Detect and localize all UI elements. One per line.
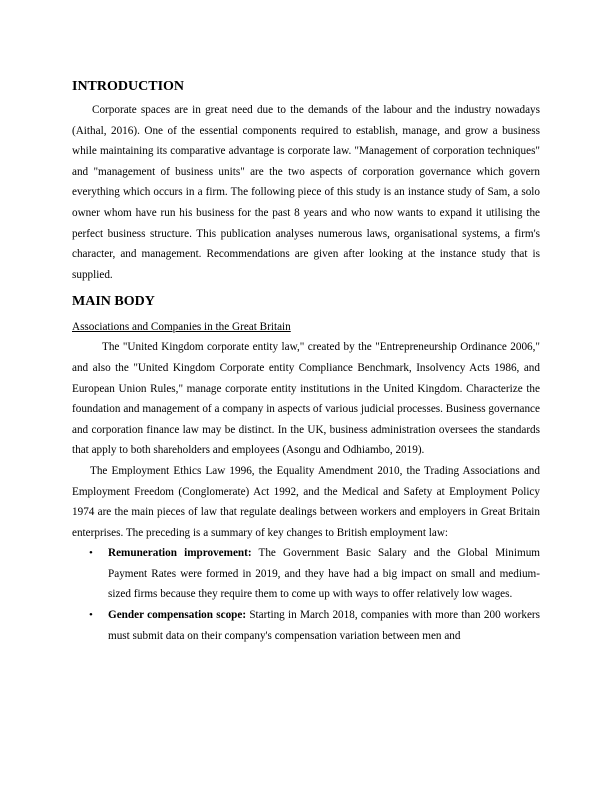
bullet-icon: • <box>89 547 93 560</box>
bullet-title: Remuneration improvement: <box>108 547 252 560</box>
introduction-heading: INTRODUCTION <box>72 79 185 94</box>
page-content <box>72 78 540 646</box>
main-body-paragraph-1: The "United Kingdom corporate entity law," created by the "Entrepreneurship Ordinance 2006," and also the "United Kingdom Corporate entity Compliance Benchmark, Insolvency Acts 1986, and European Union Rules," manage corporate entity institutions in the United Kingdom. Characterize the foundation and management of a company in aspects of various judicial processes. Business governance and corporation finance law may be distinct. In the UK, business administration oversees the standards that apply to both shareholders and employees (Asongu and Odhiambo, 2019). <box>72 341 540 457</box>
employment-law-bullet-list <box>72 543 540 646</box>
section-subheading: Associations and Companies in the Great Britain <box>72 321 291 334</box>
main-body-heading: MAIN BODY <box>72 294 155 310</box>
bullet-text: Starting in March 2018, companies with more than 200 workers must submit data on their company's compensation variation between men and <box>108 609 540 642</box>
bullet-item-gender-compensation <box>72 605 540 646</box>
bullet-title: Gender compensation scope: <box>108 609 247 622</box>
bullet-text: The Government Basic Salary and the Global Minimum Payment Rates were formed in 2019, and they have had a big impact on small and medium-sized firms because they require them to come up with ways to offer relatively low wages. <box>108 547 540 601</box>
introduction-paragraph: Corporate spaces are in great need due to the demands of the labour and the industry nowadays (Aithal, 2016). One of the essential components required to establish, manage, and grow a business while maintaining its comparative advantage is corporate law. "Management of corporation techniques" and "management of business units" are the two aspects of corporation governance which govern everything which occurs in a firm. The following piece of this study is an instance study of Sam, a solo owner whom have run his business for the past 8 years and who now wants to expand it utilising the perfect business structure. This publication analyses numerous laws, organisational systems, a firm's character, and management. Recommendations are given after looking at the instance study that is supplied. <box>72 104 540 281</box>
main-body-paragraph-2: The Employment Ethics Law 1996, the Equality Amendment 2010, the Trading Associations and Employment Freedom (Conglomerate) Act 1992, and the Medical and Safety at Employment Policy 1974 are the main pieces of law that regulate dealings between workers and employers in Great Britain enterprises. The preceding is a summary of key changes to British employment law: <box>72 464 540 539</box>
bullet-item-remuneration <box>72 543 540 605</box>
bullet-icon: • <box>89 609 93 622</box>
